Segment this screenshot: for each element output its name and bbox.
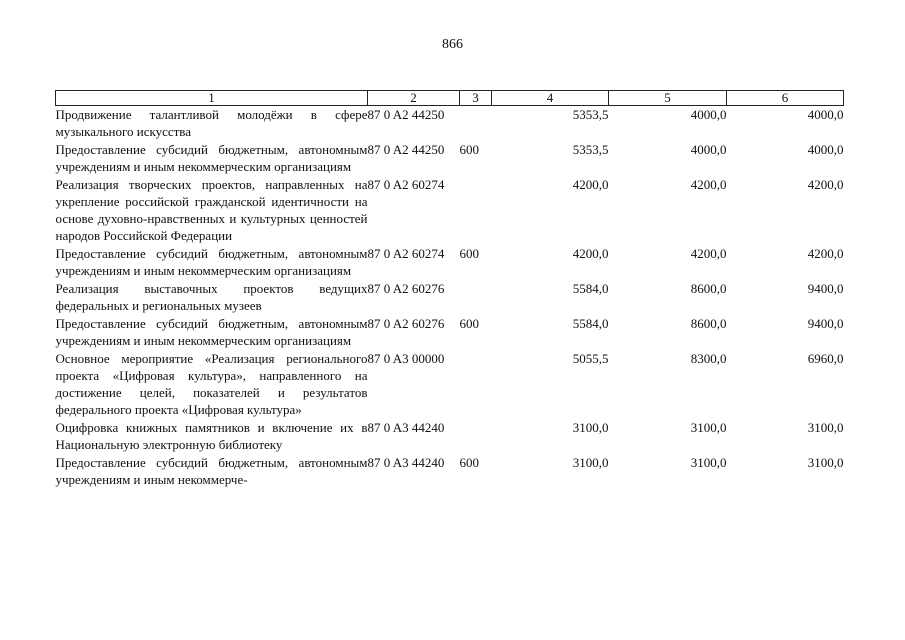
- row-type: [460, 419, 492, 454]
- row-value-4: 3100,0: [572, 420, 609, 435]
- row-type: [460, 176, 492, 245]
- row-value-6: 9400,0: [807, 316, 844, 331]
- row-type: [460, 106, 492, 142]
- row-value-6: 4000,0: [807, 142, 844, 157]
- row-name: Предоставление субсидий бюджетным, автономным учреждениям и иным некоммерческим организациям: [55, 142, 368, 174]
- row-value-6: 3100,0: [807, 420, 844, 435]
- row-value-5: 3100,0: [690, 420, 727, 435]
- column-header-6: 6: [727, 91, 844, 106]
- row-name: Предоставление субсидий бюджетным, автономным учреждениям и иным некоммерче-: [55, 455, 368, 487]
- row-value-4: 5584,0: [572, 316, 609, 331]
- row-name: Реализация выставочных проектов ведущих федеральных и региональных музеев: [55, 281, 368, 313]
- row-type: 600: [459, 246, 479, 261]
- row-value-6: 9400,0: [807, 281, 844, 296]
- row-value-6: 4200,0: [807, 246, 844, 261]
- row-name: Реализация творческих проектов, направленных на укрепление российской гражданской идентичности на основе духовно-нравственных и культурных ценностей народов Российской Федерации: [55, 177, 368, 243]
- row-value-5: 8600,0: [690, 281, 727, 296]
- row-value-4: 3100,0: [572, 455, 609, 470]
- page-number: 866: [442, 37, 463, 52]
- row-value-4: 5353,5: [572, 142, 609, 157]
- row-code: 87 0 A2 60276: [367, 316, 445, 331]
- row-code: 87 0 A3 44240: [367, 420, 445, 435]
- table-row: [56, 280, 844, 315]
- table-row: [56, 315, 844, 350]
- row-value-4: 5584,0: [572, 281, 609, 296]
- row-code: 87 0 A3 44240: [367, 455, 445, 470]
- table-row: [56, 176, 844, 245]
- row-name: Предоставление субсидий бюджетным, автономным учреждениям и иным некоммерческим организациям: [55, 246, 368, 278]
- row-value-5: 4200,0: [690, 246, 727, 261]
- header-row: [56, 91, 844, 106]
- column-header-2: 2: [368, 91, 460, 106]
- row-value-6: 4200,0: [807, 177, 844, 192]
- row-value-6: 4000,0: [807, 107, 844, 122]
- row-code: 87 0 A2 44250: [367, 107, 445, 122]
- row-type: 600: [459, 455, 479, 470]
- row-name: Предоставление субсидий бюджетным, автономным учреждениям и иным некоммерческим организациям: [55, 316, 368, 348]
- table-row: [56, 245, 844, 280]
- row-value-5: 8600,0: [690, 316, 727, 331]
- row-value-5: 4200,0: [690, 177, 727, 192]
- row-value-5: 3100,0: [690, 455, 727, 470]
- table-row: [56, 454, 844, 489]
- row-type: 600: [459, 142, 479, 157]
- table-row: [56, 419, 844, 454]
- row-type: [460, 280, 492, 315]
- row-code: 87 0 A2 60276: [367, 281, 445, 296]
- row-code: 87 0 A2 60274: [367, 246, 445, 261]
- row-code: 87 0 A2 60274: [367, 177, 445, 192]
- row-code: 87 0 A2 44250: [367, 142, 445, 157]
- row-type: 600: [459, 316, 479, 331]
- row-value-5: 8300,0: [690, 351, 727, 366]
- row-name: Оцифровка книжных памятников и включение их в Национальную электронную библиотеку: [55, 420, 368, 452]
- table-row: [56, 141, 844, 176]
- row-value-6: 6960,0: [807, 351, 844, 366]
- row-value-4: 5353,5: [572, 107, 609, 122]
- row-value-5: 4000,0: [690, 142, 727, 157]
- column-header-5: 5: [609, 91, 727, 106]
- column-header-1: 1: [56, 91, 368, 106]
- table-row: [56, 106, 844, 142]
- column-header-4: 4: [492, 91, 609, 106]
- column-header-3: 3: [460, 91, 492, 106]
- row-value-4: 5055,5: [572, 351, 609, 366]
- row-value-6: 3100,0: [807, 455, 844, 470]
- budget-table: [55, 90, 844, 489]
- table-row: [56, 350, 844, 419]
- row-value-4: 4200,0: [572, 246, 609, 261]
- row-value-4: 4200,0: [572, 177, 609, 192]
- row-name: Продвижение талантливой молодёжи в сфере музыкального искусства: [55, 107, 368, 139]
- row-code: 87 0 A3 00000: [367, 351, 445, 366]
- row-value-5: 4000,0: [690, 107, 727, 122]
- row-type: [460, 350, 492, 419]
- row-name: Основное мероприятие «Реализация регионального проекта «Цифровая культура», направленного на достижение целей, показателей и результатов федерального проекта «Цифровая культура»: [55, 351, 368, 417]
